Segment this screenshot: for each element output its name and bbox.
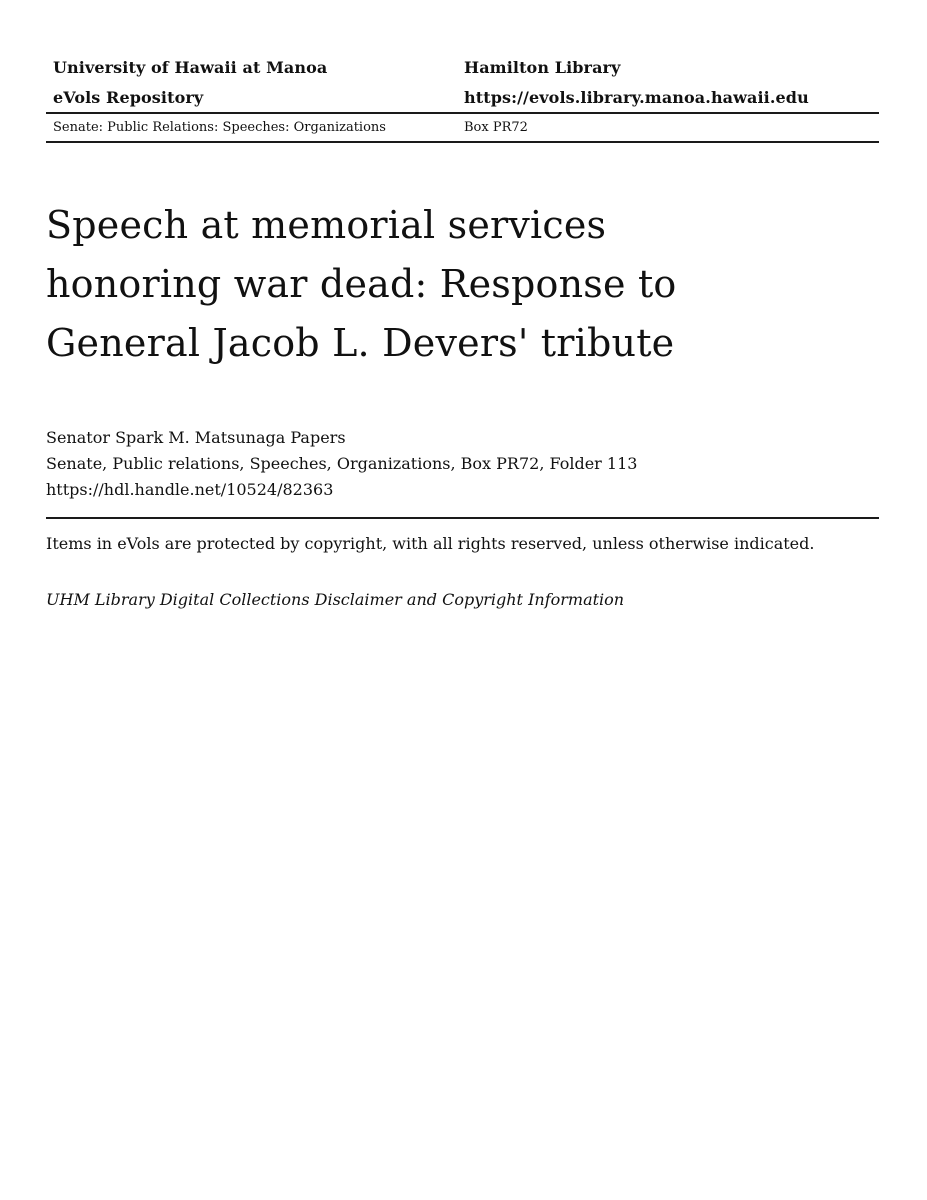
collection-name: Senator Spark M. Matsunaga Papers bbox=[46, 428, 346, 447]
box-label: Box PR72 bbox=[464, 120, 528, 135]
repository-name: eVols Repository bbox=[53, 87, 204, 107]
series-path: Senate: Public Relations: Speeches: Organizations bbox=[53, 120, 386, 135]
handle-url-link[interactable]: https://hdl.handle.net/10524/82363 bbox=[46, 480, 334, 499]
library-url-link[interactable]: https://evols.library.manoa.hawaii.edu bbox=[464, 87, 809, 107]
page-header bbox=[46, 52, 879, 143]
document-title: Speech at memorial services honoring war dead: Response to General Jacob L. Devers' tribute bbox=[46, 203, 677, 365]
header-row-1 bbox=[46, 52, 879, 82]
institution-name: University of Hawaii at Manoa bbox=[53, 57, 328, 77]
cover-page bbox=[46, 52, 879, 611]
collection-location: Senate, Public relations, Speeches, Organizations, Box PR72, Folder 113 bbox=[46, 454, 638, 473]
rights-statement: Items in eVols are protected by copyright, with all rights reserved, unless otherwise indicated. bbox=[46, 534, 815, 553]
disclaimer-link[interactable]: UHM Library Digital Collections Disclaimer and Copyright Information bbox=[46, 590, 625, 609]
library-name: Hamilton Library bbox=[464, 57, 621, 77]
header-row-2 bbox=[46, 82, 879, 112]
content-divider bbox=[46, 517, 879, 519]
header-meta-row bbox=[46, 114, 879, 141]
collection-info bbox=[46, 425, 879, 503]
header-divider-bottom bbox=[46, 141, 879, 143]
